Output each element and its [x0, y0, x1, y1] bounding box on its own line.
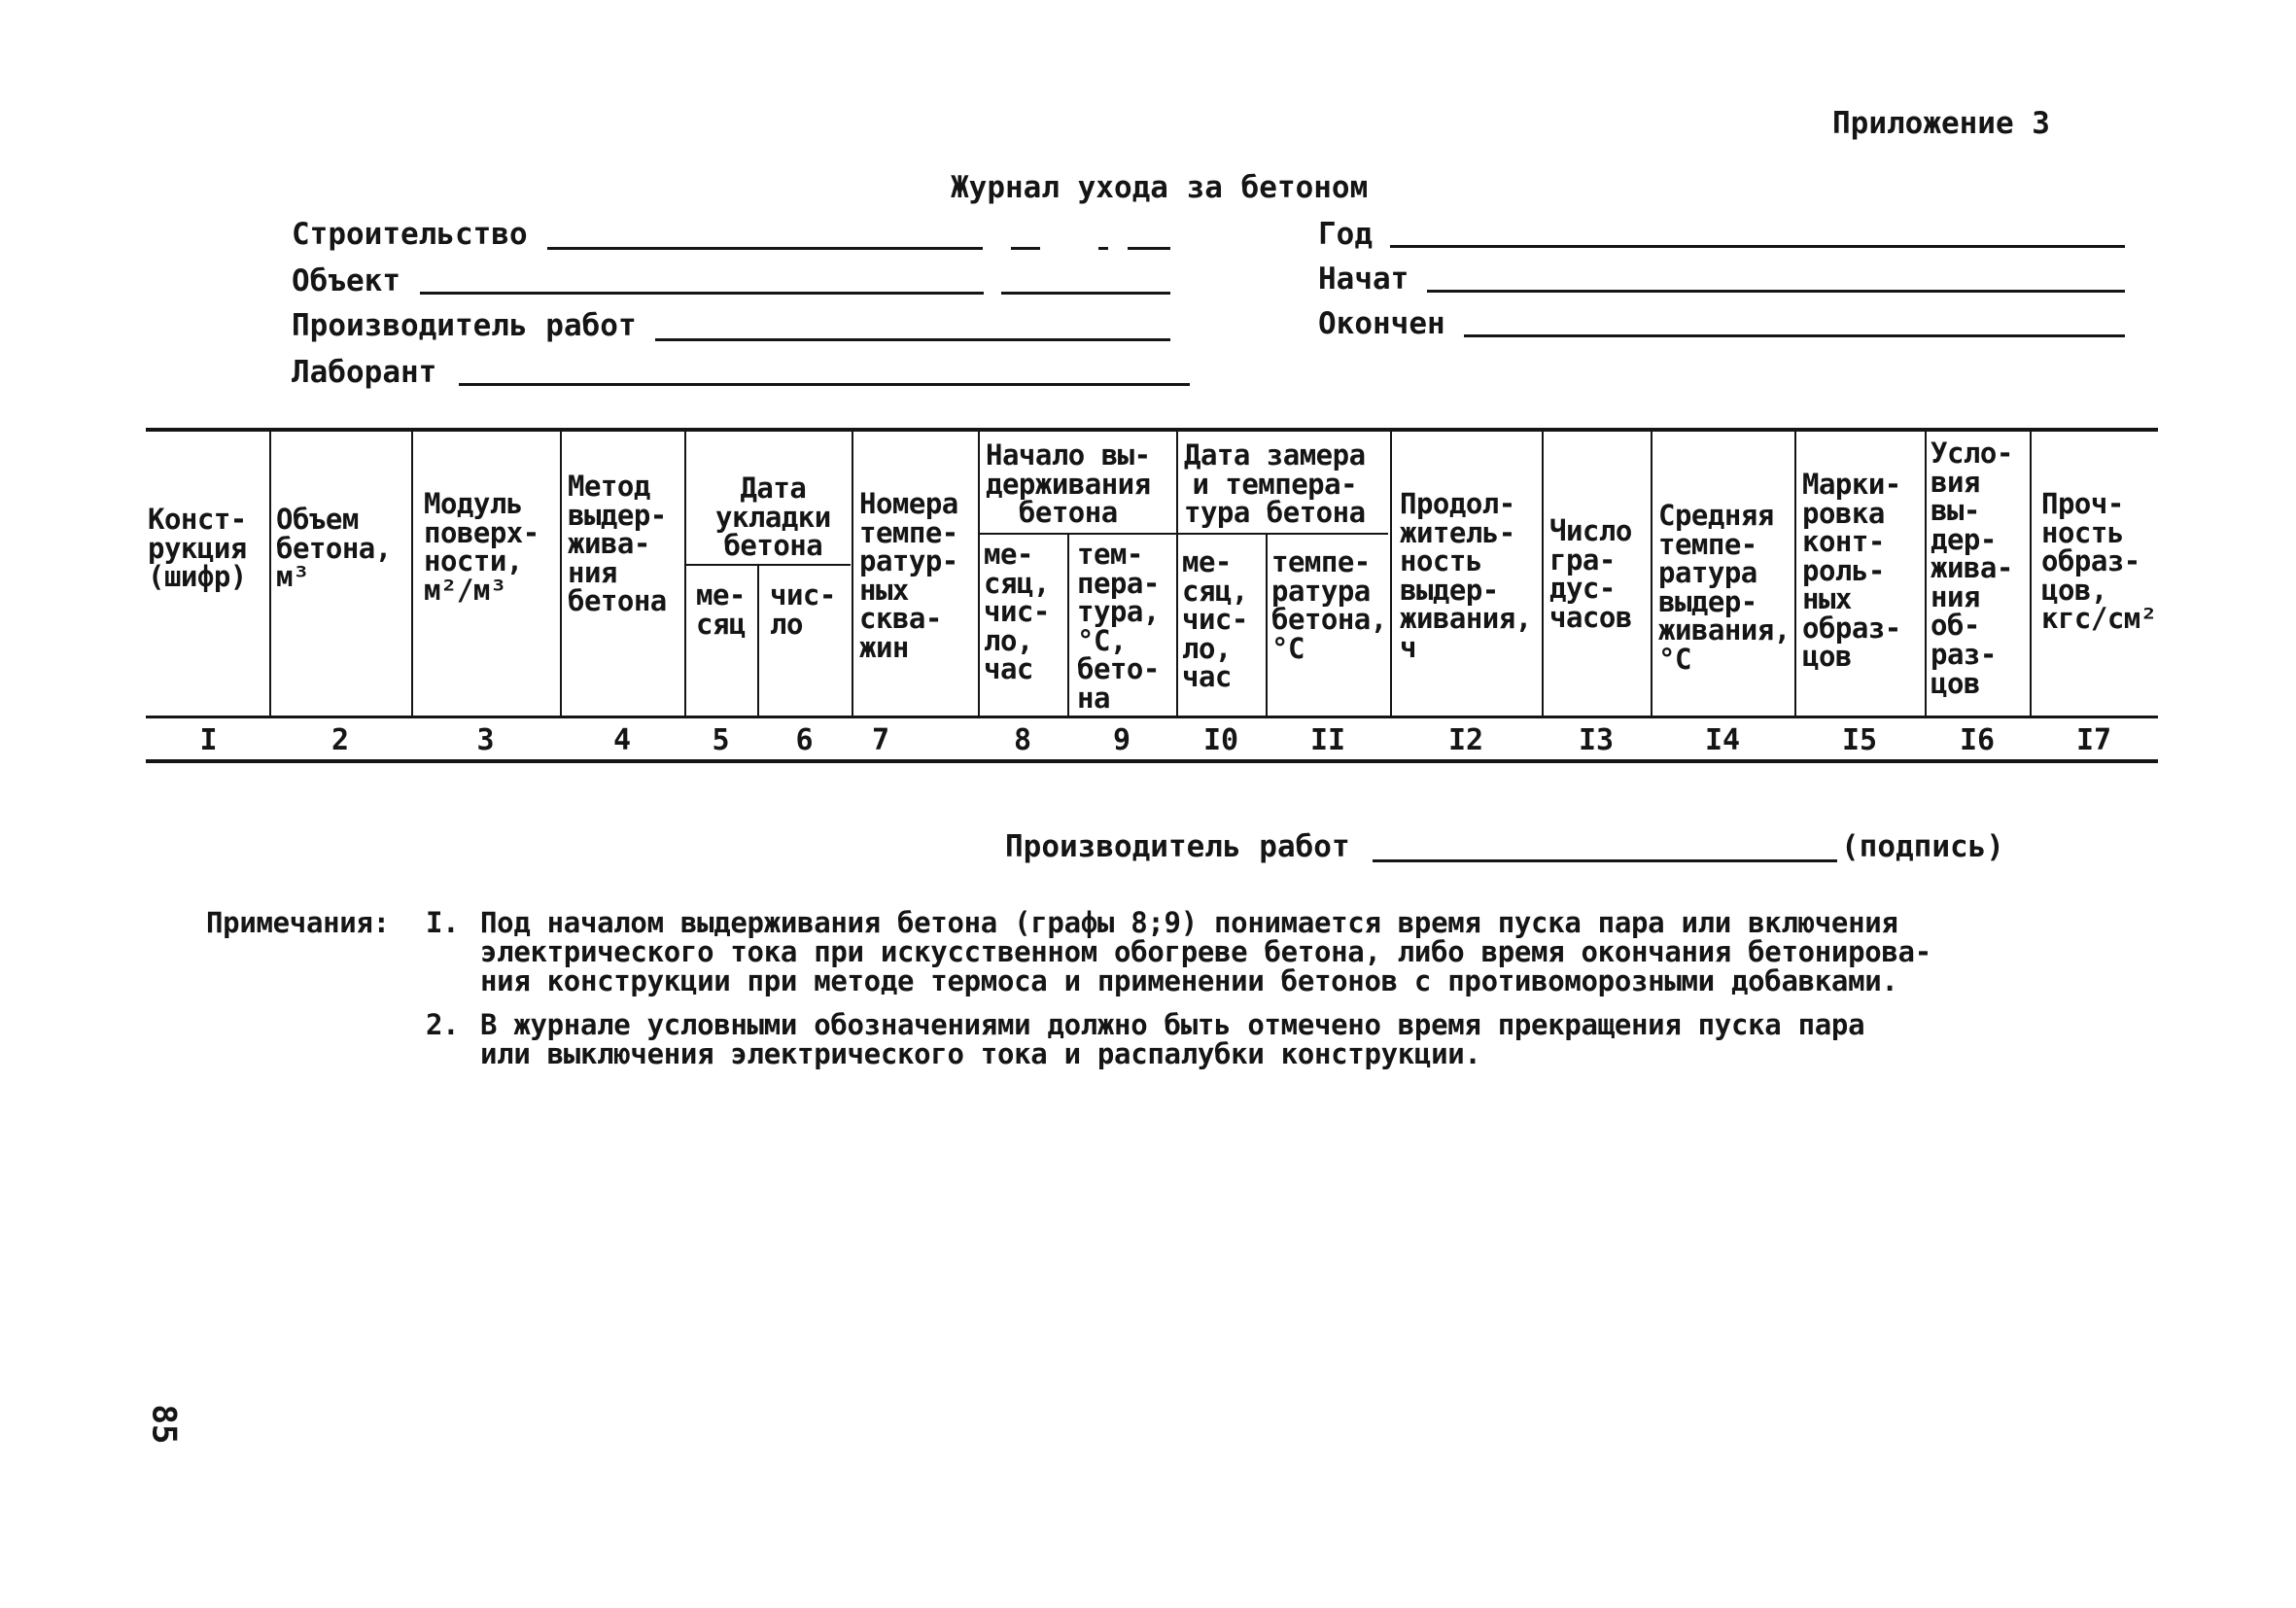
col-number: I7	[2075, 723, 2112, 757]
col-number: 6	[795, 723, 814, 757]
col-number: I4	[1704, 723, 1741, 757]
header-sample-conditions: Усло- вия вы- дер- жива- ния об- раз- цов	[1931, 437, 2013, 700]
col-number: 2	[330, 723, 350, 757]
col-divider	[978, 430, 980, 717]
page-number: 85	[144, 1404, 184, 1445]
col-divider	[1542, 430, 1544, 717]
header-start-temperature: тем- пера- тура, °С, бето- на	[1077, 538, 1160, 715]
col-divider	[2030, 430, 2032, 717]
header-volume: Объем бетона, м³	[276, 503, 392, 594]
work-manager-label: Производитель работ	[292, 308, 637, 343]
header-sample-marking: Марки- ровка конт- роль- ных образ- цов	[1802, 468, 1901, 674]
header-surface-modulus: Модуль поверх- ности, м²/м³	[424, 487, 539, 607]
work-manager-field[interactable]	[655, 338, 1170, 341]
note-1-number: I.	[426, 906, 460, 939]
lab-assistant-field[interactable]	[459, 383, 1190, 386]
col-divider	[411, 430, 413, 717]
started-label: Начат	[1318, 262, 1409, 297]
col-divider	[1794, 430, 1796, 717]
note-1-line: Под началом выдерживания бетона (графы 8;9) понимается время пуска пара или включения	[480, 906, 1898, 939]
group-rule-8-11	[980, 533, 1388, 535]
col-divider	[1651, 430, 1652, 717]
finished-field[interactable]	[1464, 334, 2125, 337]
object-label: Объект	[292, 263, 400, 298]
col-number: 3	[476, 723, 495, 757]
page-title: Журнал ухода за бетоном	[951, 170, 1369, 205]
col-number: 7	[871, 723, 890, 757]
col-number: I	[199, 723, 218, 757]
year-label: Год	[1318, 217, 1373, 252]
table-bottom-rule	[146, 759, 2158, 763]
object-field-extra[interactable]	[1001, 292, 1170, 295]
header-placement-day: чис- ло	[770, 578, 836, 641]
year-field[interactable]	[1390, 245, 2125, 248]
col-number: 8	[1013, 723, 1032, 757]
header-curing-method: Метод выдер- жива- ния бетона	[568, 470, 667, 618]
note-1-line: электрического тока при искусственном обогреве бетона, либо время окончания бетонирова-	[480, 935, 1931, 968]
col-number: II	[1309, 723, 1346, 757]
col-number: I0	[1202, 723, 1239, 757]
header-placement-date: Дата укладки бетона	[715, 472, 831, 563]
header-strength: Проч- ность образ- цов, кгс/см²	[2041, 487, 2157, 636]
col-divider	[1067, 535, 1069, 717]
col-divider	[269, 430, 271, 717]
construction-field[interactable]	[547, 247, 983, 250]
col-divider	[684, 430, 686, 717]
note-2-line: или выключения электрического тока и распалубки конструкции.	[480, 1037, 1481, 1070]
construction-field-dash	[1128, 247, 1170, 250]
col-divider	[757, 566, 759, 717]
object-field[interactable]	[420, 292, 984, 295]
header-average-temperature: Средняя темпе- ратура выдер- живания, °С	[1658, 499, 1791, 676]
col-number: I5	[1841, 723, 1878, 757]
col-number: 5	[712, 723, 730, 757]
signature-field[interactable]	[1373, 859, 1837, 862]
header-thermo-wells: Номера темпе- ратур- ных сква- жин	[859, 487, 958, 664]
col-divider	[852, 430, 853, 717]
col-divider	[1390, 430, 1392, 717]
started-field[interactable]	[1427, 290, 2125, 293]
col-number: I2	[1447, 723, 1484, 757]
col-number: 4	[612, 723, 632, 757]
note-1-line: ния конструкции при методе термоса и применении бетонов с противоморозными добавками.	[480, 964, 1898, 997]
construction-field-dash	[1098, 247, 1108, 250]
note-2-line: В журнале условными обозначениями должно быть отмечено время прекращения пуска пара	[480, 1008, 1865, 1041]
signature-label: Производитель работ	[1005, 829, 1350, 864]
header-measure-datetime: ме- сяц, чис- ло, час	[1182, 545, 1248, 694]
header-curing-start: Начало вы- держивания бетона	[986, 438, 1151, 530]
construction-label: Строительство	[292, 217, 528, 252]
header-construction: Конст- рукция (шифр)	[148, 503, 247, 594]
finished-label: Окончен	[1318, 306, 1445, 341]
header-measure-temperature: темпе- ратура бетона, °С	[1271, 545, 1387, 665]
table-header-rule	[146, 716, 2158, 718]
header-curing-duration: Продол- житель- ность выдер- живания, ч	[1400, 487, 1532, 664]
col-number: 9	[1112, 723, 1131, 757]
col-divider	[1266, 535, 1268, 717]
header-measurement: Дата замера и темпера- тура бетона	[1184, 438, 1366, 530]
note-2-number: 2.	[426, 1008, 460, 1041]
appendix-label: Приложение 3	[1832, 106, 2050, 141]
table-top-rule	[146, 428, 2158, 432]
construction-field-dash	[1011, 247, 1040, 250]
group-rule-56	[685, 564, 851, 566]
col-divider	[1925, 430, 1927, 717]
lab-assistant-label: Лаборант	[292, 355, 437, 390]
header-placement-month: ме- сяц	[696, 578, 746, 641]
col-number: I3	[1578, 723, 1615, 757]
col-divider	[560, 430, 562, 717]
header-degree-hours: Число гра- дус- часов	[1549, 514, 1632, 634]
notes-heading: Примечания:	[206, 906, 390, 939]
signature-note: (подпись)	[1841, 829, 2004, 864]
col-number: I6	[1959, 723, 1996, 757]
col-divider	[1176, 430, 1178, 717]
header-start-datetime: ме- сяц, чис- ло, час	[984, 538, 1050, 686]
